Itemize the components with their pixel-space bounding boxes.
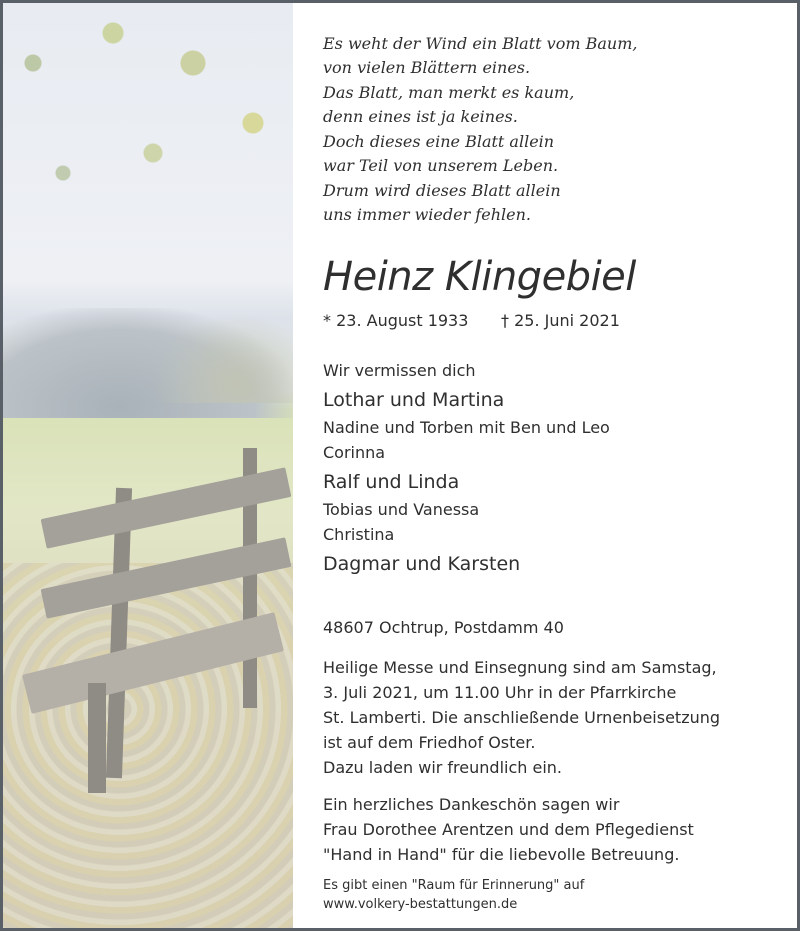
hill — [153, 313, 293, 403]
service-line: St. Lamberti. Die anschließende Urnenbeisetzung — [323, 708, 721, 727]
footer-text: Es gibt einen "Raum für Erinnerung" auf — [323, 878, 585, 893]
service-line: ist auf dem Friedhof Oster. — [323, 733, 536, 752]
family-member: Nadine und Torben mit Ben und Leo — [323, 418, 610, 437]
birth-date: * 23. August 1933 — [323, 311, 469, 330]
family-member: Christina — [323, 525, 395, 544]
family-member: Tobias und Vanessa — [323, 500, 480, 519]
bench-leg — [88, 683, 106, 793]
poem-line: Das Blatt, man merkt es kaum, — [323, 83, 575, 102]
thanks-line: "Hand in Hand" für die liebevolle Betreuung. — [323, 845, 680, 864]
thanks-line: Ein herzliches Dankeschön sagen wir — [323, 795, 620, 814]
family-member: Corinna — [323, 443, 386, 462]
poem-line: Drum wird dieses Blatt allein — [323, 181, 561, 200]
poem-line: denn eines ist ja keines. — [323, 107, 518, 126]
poem-line: war Teil von unserem Leben. — [323, 156, 559, 175]
family-head: Lothar und Martina — [323, 389, 505, 411]
address: 48607 Ochtrup, Postdamm 40 — [323, 618, 564, 637]
service-line: Dazu laden wir freundlich ein. — [323, 758, 562, 777]
intro-text: Wir vermissen dich — [323, 361, 476, 380]
poem-line: Es weht der Wind ein Blatt vom Baum, — [323, 34, 638, 53]
service-line: 3. Juli 2021, um 11.00 Uhr in der Pfarrkirche — [323, 683, 677, 702]
family-head: Dagmar und Karsten — [323, 553, 521, 575]
family-head: Ralf und Linda — [323, 471, 460, 493]
website-link[interactable]: www.volkery-bestattungen.de — [323, 897, 518, 912]
death-date: † 25. Juni 2021 — [501, 311, 620, 330]
service-line: Heilige Messe und Einsegnung sind am Samstag, — [323, 658, 717, 677]
deceased-name: Heinz Klingebiel — [323, 254, 636, 300]
tree-leaves — [3, 3, 293, 233]
poem-line: Doch dieses eine Blatt allein — [323, 132, 555, 151]
thanks-line: Frau Dorothee Arentzen und dem Pflegedienst — [323, 820, 694, 839]
poem-line: von vielen Blättern eines. — [323, 58, 531, 77]
obituary-notice — [3, 3, 797, 928]
poem-line: uns immer wieder fehlen. — [323, 205, 531, 224]
bench-autumn-photo — [3, 3, 293, 928]
